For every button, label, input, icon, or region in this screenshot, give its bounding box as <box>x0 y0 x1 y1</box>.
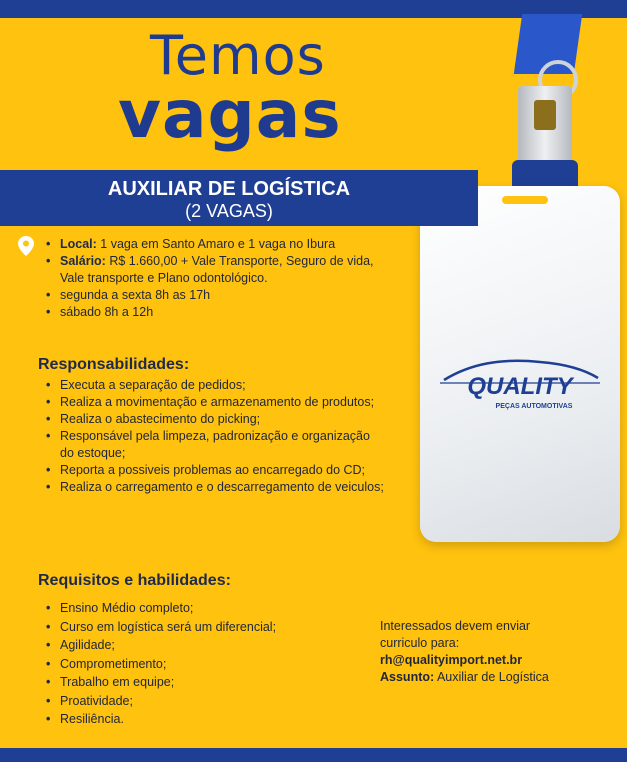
location-pin-icon <box>18 236 34 256</box>
list-item: • Executa a separação de pedidos; <box>36 377 386 394</box>
job-info-list <box>36 236 386 321</box>
info-location: • Local: 1 vaga em Santo Amaro e 1 vaga no Ibura <box>36 236 386 253</box>
quality-logo <box>430 350 610 420</box>
list-item: • Curso em logística será um diferencial; <box>36 618 366 637</box>
contact-line1: Interessados devem enviar <box>380 619 531 633</box>
logo-tagline: PEÇAS AUTOMOTIVAS <box>495 403 573 410</box>
logo-name: QUALITY <box>467 373 573 400</box>
list-item: • Reporta a possiveis problemas ao encarregado do CD; <box>36 462 386 479</box>
info-weekday-hours: • segunda a sexta 8h as 17h <box>36 287 386 304</box>
list-item: • Ensino Médio completo; <box>36 599 366 618</box>
responsibilities-list <box>36 377 386 496</box>
bottom-bar <box>0 748 627 762</box>
list-item: • Resiliência. <box>36 710 366 729</box>
responsibilities-heading: Responsabilidades: <box>38 356 190 373</box>
job-title: AUXILIAR DE LOGÍSTICA <box>107 178 351 200</box>
list-item: • Realiza a movimentação e armazenamento de produtos; <box>36 394 386 411</box>
requirements-list <box>36 599 366 729</box>
list-item: • Realiza o abastecimento do picking; <box>36 411 386 428</box>
job-title-banner <box>0 170 478 226</box>
list-item: • Agilidade; <box>36 636 366 655</box>
headline-line1: Temos <box>150 24 326 87</box>
list-item: • Trabalho em equipe; <box>36 673 366 692</box>
badge-slot <box>502 196 548 204</box>
headline-line2: vagas <box>118 76 342 153</box>
info-saturday-hours: • sábado 8h a 12h <box>36 304 386 321</box>
contact-subject: Assunto: Auxiliar de Logística <box>380 670 549 684</box>
requirements-heading: Requisitos e habilidades: <box>38 572 231 589</box>
info-salary: • Salário: R$ 1.660,00 + Vale Transporte, Seguro de vida, Vale transporte e Plano odontológico. <box>36 253 386 287</box>
list-item: • Responsável pela limpeza, padronização e organização do estoque; <box>36 428 386 462</box>
badge-clip-window <box>534 100 556 130</box>
list-item: • Realiza o carregamento e o descarregamento de veiculos; <box>36 479 386 496</box>
job-openings: (2 VAGAS) <box>185 201 273 221</box>
contact-info <box>380 618 610 686</box>
list-item: • Proatividade; <box>36 692 366 711</box>
contact-email[interactable]: rh@qualityimport.net.br <box>380 653 523 667</box>
contact-line2: curriculo para: <box>380 636 460 650</box>
list-item: • Comprometimento; <box>36 655 366 674</box>
